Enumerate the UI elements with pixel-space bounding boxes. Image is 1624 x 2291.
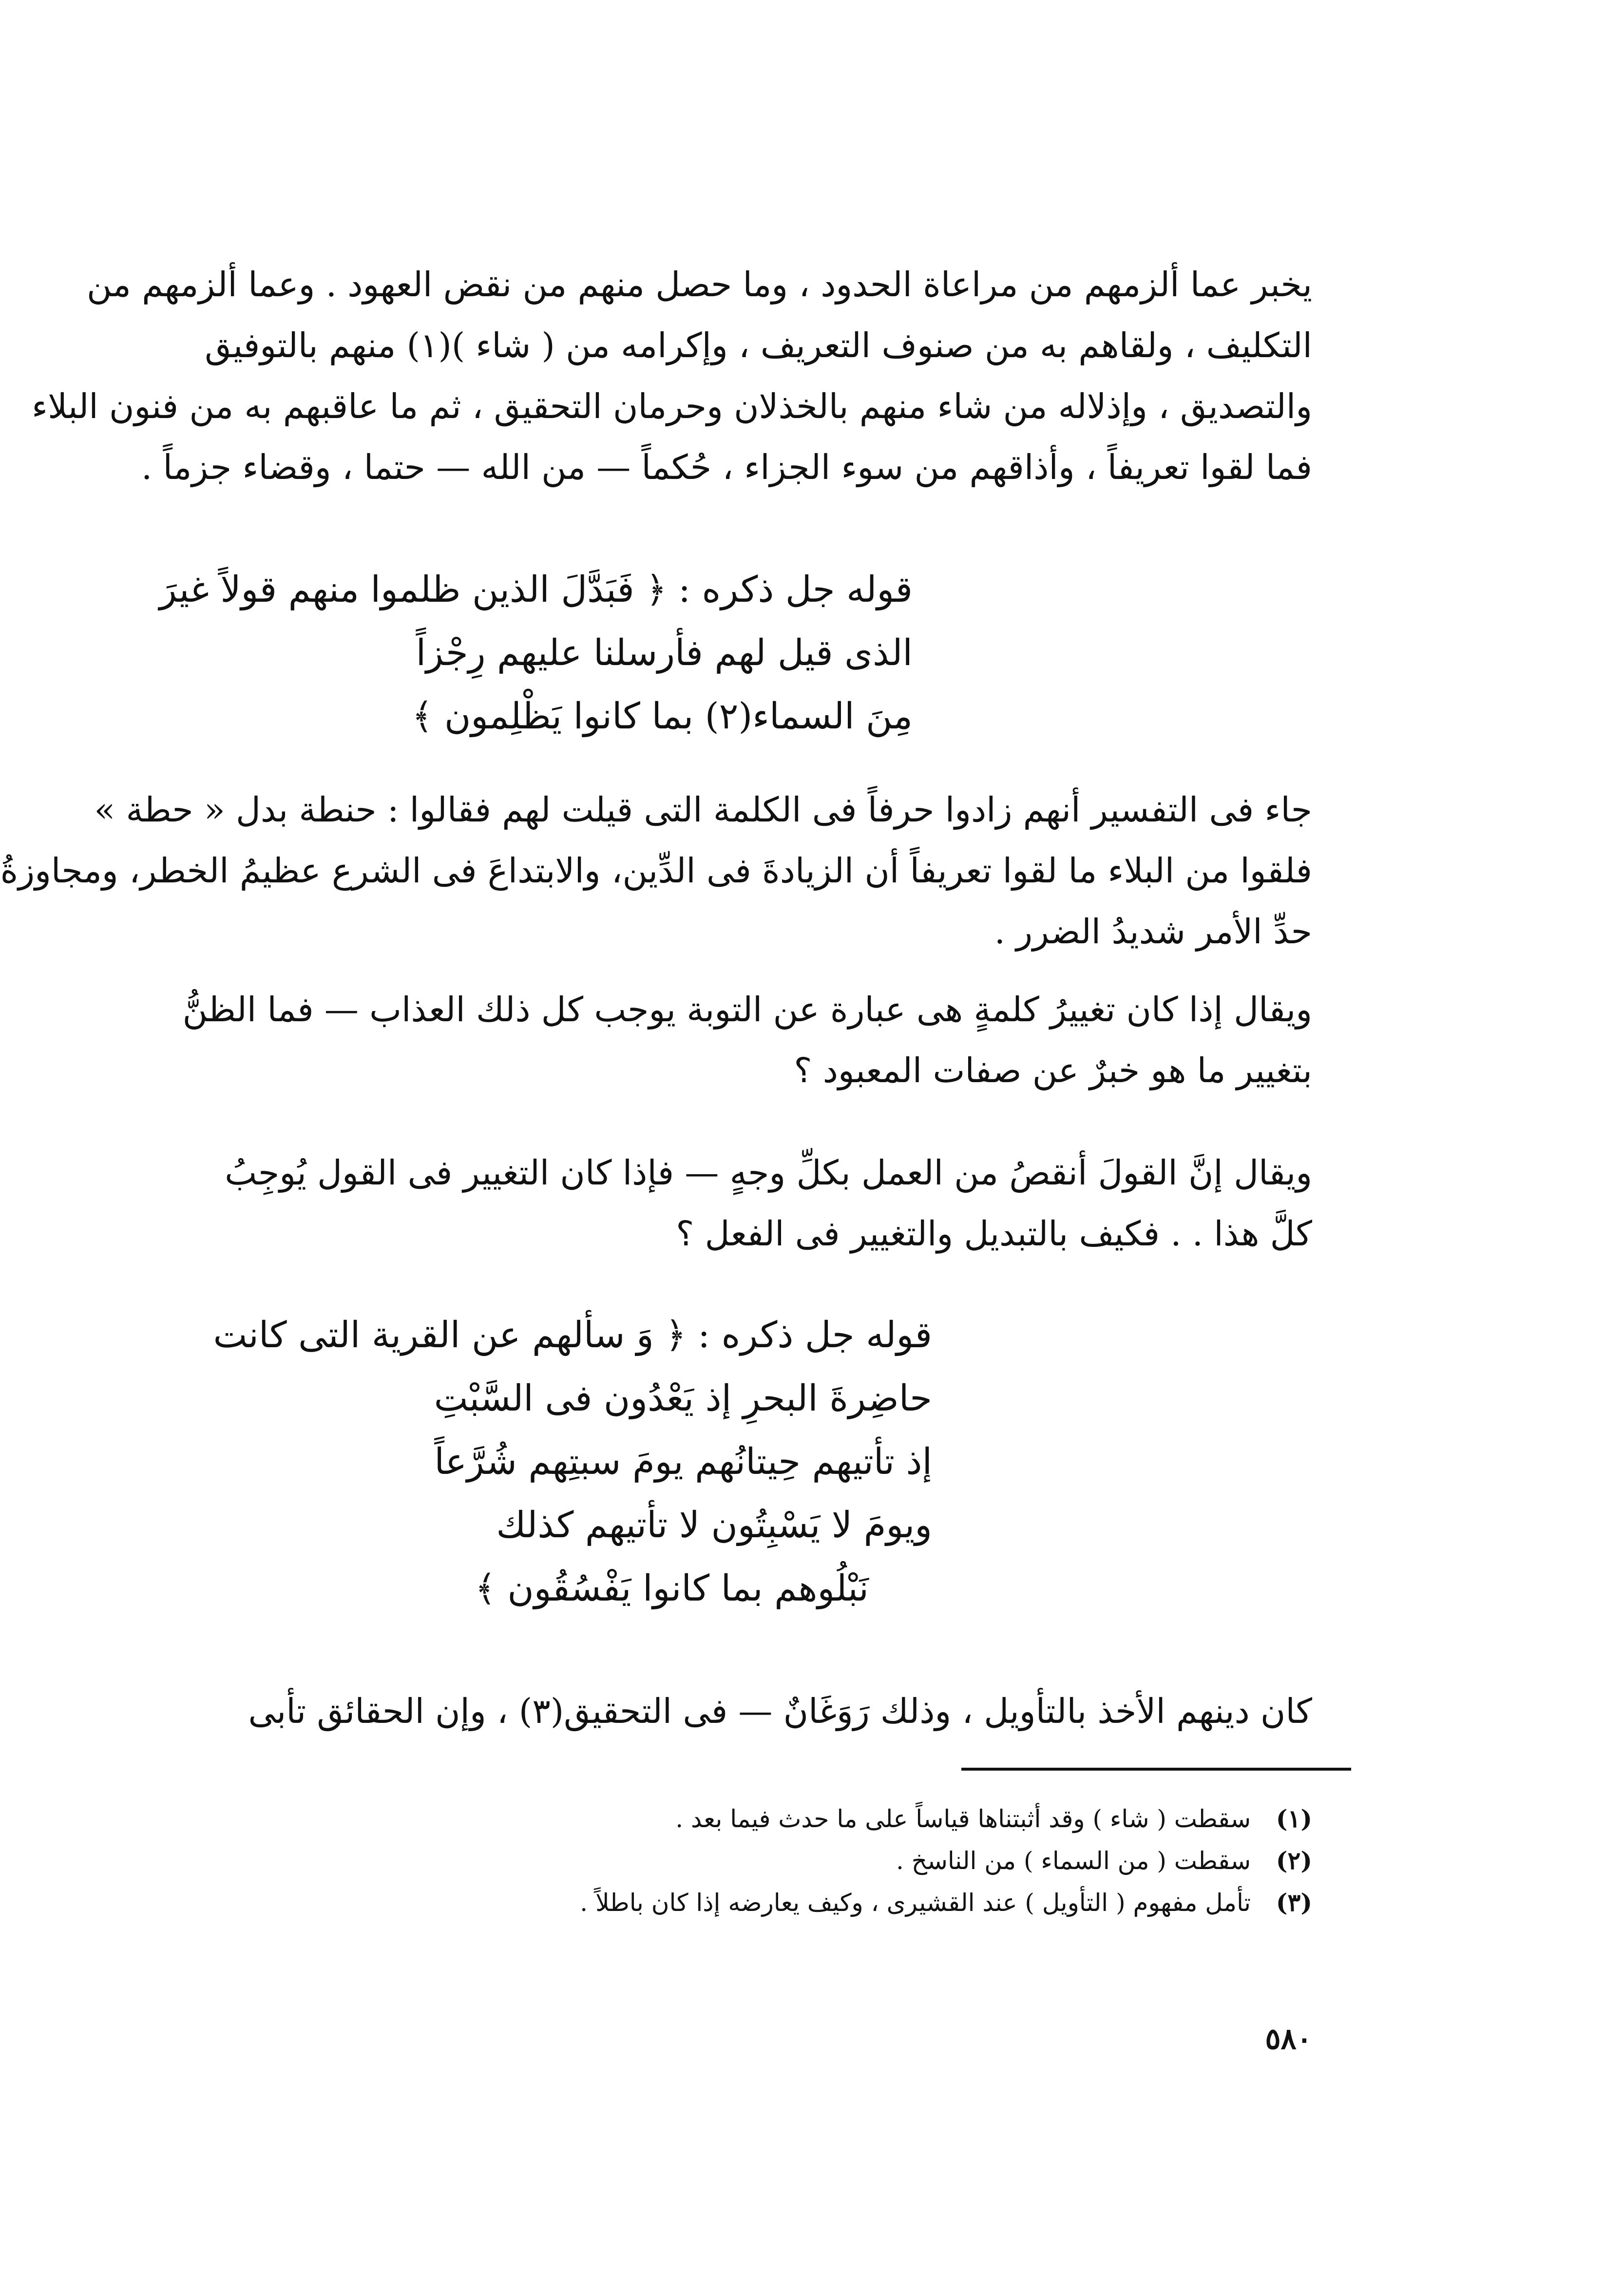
footnote-text: سقطت ( شاء ) وقد أثبتناها قياساً على ما حدث فيما بعد .	[675, 1805, 1251, 1833]
verse-line: قوله جل ذكره : ﴿ فَبَدَّلَ الذين ظلموا منهم قولاً غيرَ	[159, 569, 913, 611]
footnote-separator	[961, 1768, 1351, 1771]
verse-line: إذ تأتيهم حِيتانُهم يومَ سبتِهم شُرَّعاً	[434, 1441, 932, 1483]
paragraph-commentary-4	[225, 1143, 1312, 1264]
text-line: كان دينهم الأخذ بالتأويل ، وذلك رَوَغَانٌ — فى التحقيق(٣) ، وإن الحقائق تأبى	[248, 1691, 1312, 1731]
text-line: يخبر عما ألزمهم من مراعاة الحدود ، وما حصل منهم من نقض العهود . وعما ألزمهم من	[87, 265, 1312, 305]
verse-line: حاضِرةَ البحرِ إذ يَعْدُون فى السَّبْتِ	[434, 1377, 932, 1419]
quran-verse-1	[159, 558, 913, 748]
text-line: فلقوا من البلاء ما لقوا تعريفاً أن الزيادةَ فى الدِّين، والابتداعَ فى الشرع عظيمُ الخطر، ومجاوزةُ	[0, 851, 1312, 891]
paragraph-commentary-1	[32, 254, 1312, 498]
text-line: ويقال إذا كان تغييرُ كلمةٍ هى عبارة عن التوبة يوجب كل ذلك العذاب — فما الظنُّ	[182, 990, 1312, 1030]
text-line: جاء فى التفسير أنهم زادوا حرفاً فى الكلمة التى قيلت لهم فقالوا : حنطة بدل « حطة »	[94, 790, 1312, 830]
footnote-2	[484, 1840, 1312, 1882]
footnote-1	[484, 1798, 1312, 1840]
footnote-text: سقطت ( من السماء ) من الناسخ .	[896, 1847, 1251, 1875]
text-line: ويقال إنَّ القولَ أنقصُ من العمل بكلِّ وجهٍ — فإذا كان التغيير فى القول يُوجِبُ	[225, 1153, 1312, 1193]
verse-line: ويومَ لا يَسْبِتُون لا تأتيهم كذلك	[496, 1504, 932, 1546]
verse-line: قوله جل ذكره : ﴿ وَ سألهم عن القرية التى كانت	[213, 1314, 932, 1356]
verse-line: مِنَ السماء(٢) بما كانوا يَظْلِمون ﴾	[412, 695, 913, 737]
text-line: بتغيير ما هو خبرٌ عن صفات المعبود ؟	[794, 1050, 1312, 1090]
footnotes	[484, 1798, 1312, 1924]
footnote-3	[484, 1882, 1312, 1924]
text-line: كلَّ هذا . . فكيف بالتبديل والتغيير فى الفعل ؟	[676, 1214, 1312, 1254]
text-line: والتصديق ، وإذلاله من شاء منهم بالخذلان وحرمان التحقيق ، ثم ما عاقبهم به من فنون البلاء	[32, 386, 1312, 426]
footnote-number: (١)	[1276, 1804, 1312, 1833]
paragraph-commentary-5	[250, 1681, 1312, 1742]
quran-verse-2	[213, 1303, 932, 1620]
paragraph-commentary-2	[0, 780, 1312, 962]
page-number: ٥٨٠	[1265, 2022, 1312, 2056]
paragraph-commentary-3	[182, 979, 1312, 1101]
verse-line: الذى قيل لهم فأرسلنا عليهم رِجْزاً	[416, 632, 913, 674]
footnote-number: (٢)	[1276, 1846, 1312, 1875]
footnote-number: (٣)	[1276, 1888, 1312, 1917]
text-line: فما لقوا تعريفاً ، وأذاقهم من سوء الجزاء ، حُكماً — من الله — حتما ، وقضاء جزماً .	[141, 447, 1312, 487]
footnote-text: تأمل مفهوم ( التأويل ) عند القشيرى ، وكيف يعارضه إذا كان باطلاً .	[580, 1889, 1251, 1917]
verse-line: نَبْلُوهم بما كانوا يَفْسُقُون ﴾	[475, 1567, 869, 1609]
text-line: التكليف ، ولقاهم به من صنوف التعريف ، وإكرامه من ( شاء )(١) منهم بالتوفيق	[205, 325, 1312, 365]
text-line: حدِّ الأمر شديدُ الضرر .	[994, 912, 1312, 952]
